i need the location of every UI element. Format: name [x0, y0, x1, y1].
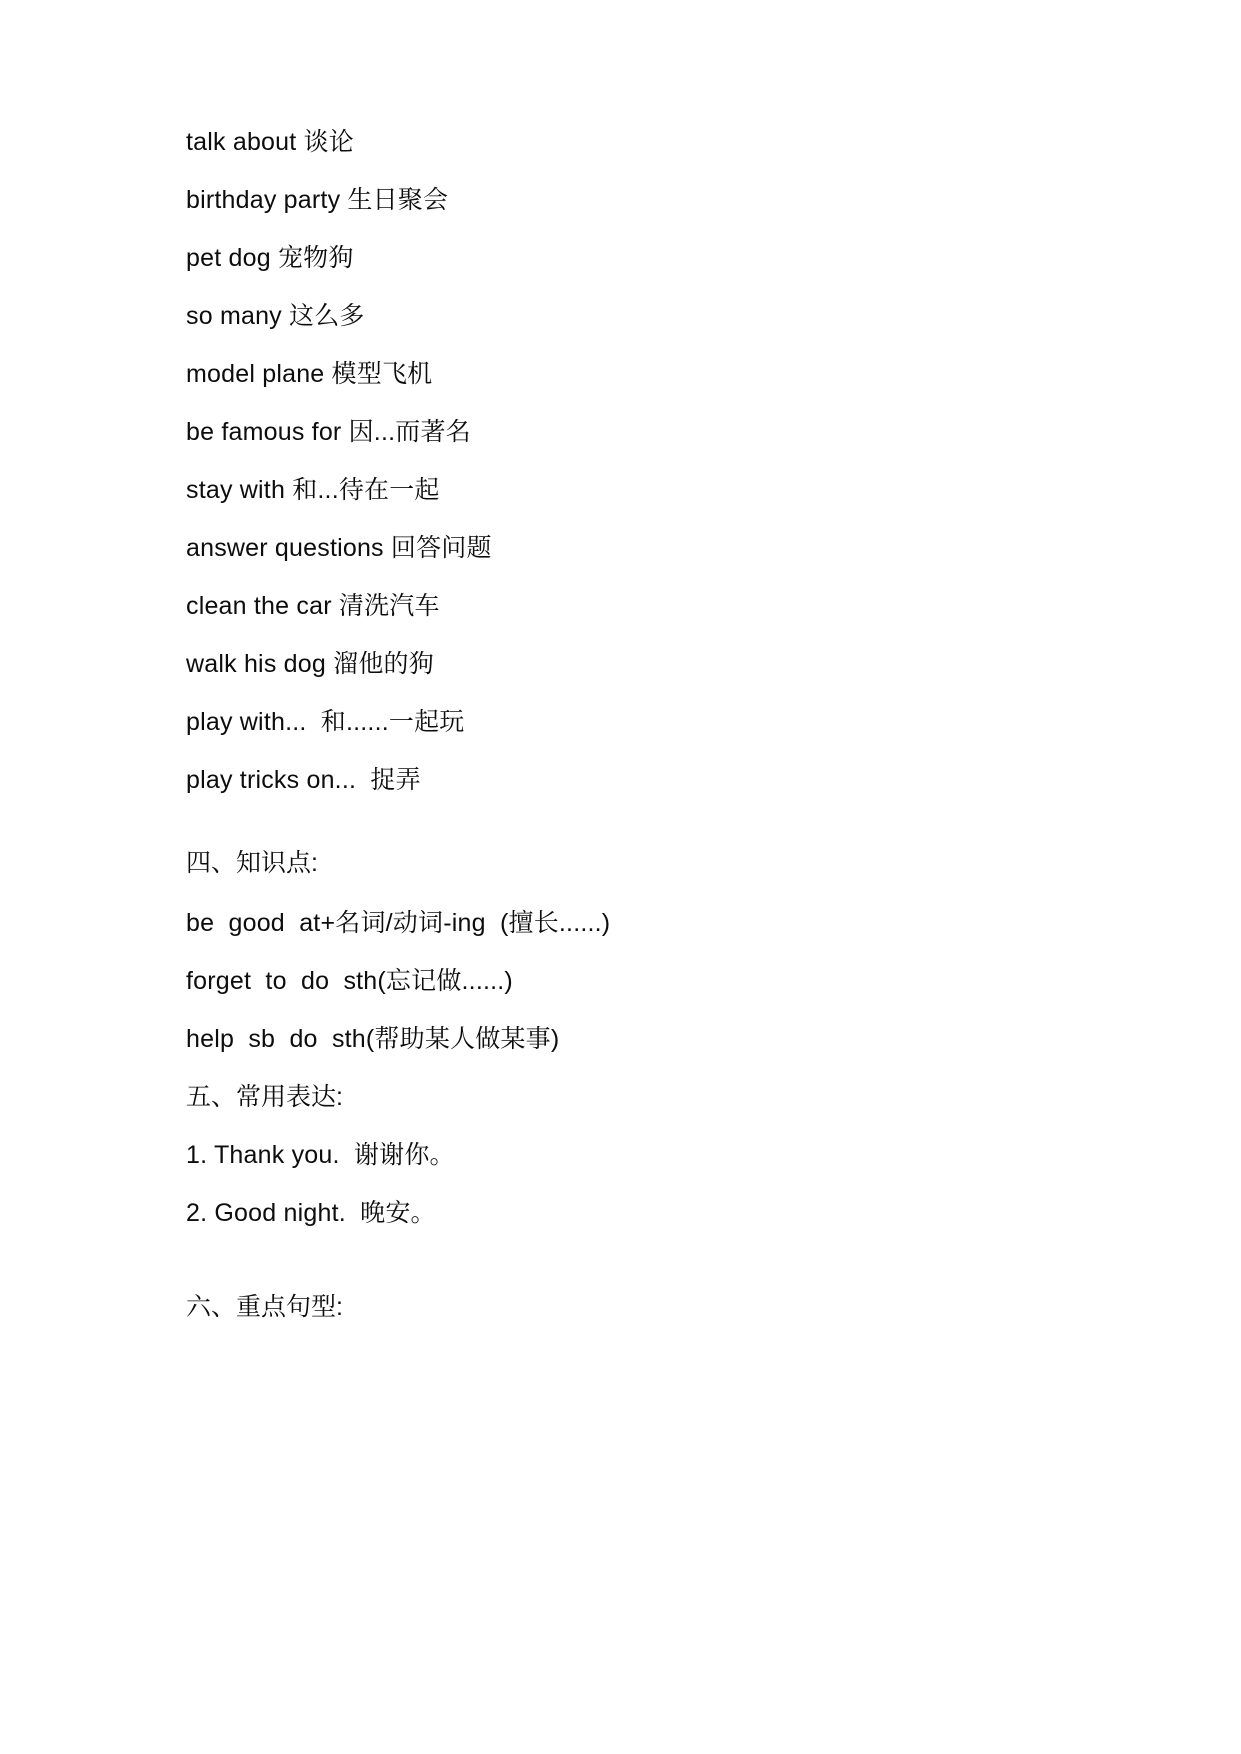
vocabulary-item: play tricks on... 捉弄 [186, 766, 421, 794]
vocabulary-list [186, 130, 1091, 793]
sentence-patterns-section [186, 1295, 1091, 1320]
vocabulary-item: talk about 谈论 [186, 128, 354, 156]
vocabulary-item: so many 这么多 [186, 302, 365, 330]
expression-item: 2. Good night. 晚安。 [186, 1199, 436, 1227]
expressions-section-heading: 五、常用表达: [186, 1083, 343, 1111]
knowledge-section [186, 851, 1091, 1052]
vocabulary-item: be famous for 因...而著名 [186, 418, 471, 446]
vocabulary-item: answer questions 回答问题 [186, 534, 492, 562]
knowledge-section-heading: 四、知识点: [186, 849, 318, 877]
vocabulary-item: model plane 模型飞机 [186, 360, 433, 388]
section-spacer [186, 793, 1091, 851]
vocabulary-item: pet dog 宠物狗 [186, 244, 354, 272]
knowledge-item: be good at+名词/动词-ing (擅长......) [186, 909, 611, 937]
section-spacer [186, 1259, 1091, 1295]
vocabulary-item: stay with 和...待在一起 [186, 476, 440, 504]
vocabulary-item: play with... 和......一起玩 [186, 708, 465, 736]
expressions-section [186, 1085, 1091, 1226]
sentence-patterns-heading: 六、重点句型: [186, 1293, 343, 1321]
knowledge-item: help sb do sth(帮助某人做某事) [186, 1025, 560, 1053]
vocabulary-item: birthday party 生日聚会 [186, 186, 449, 214]
vocabulary-item: clean the car 清洗汽车 [186, 592, 440, 620]
knowledge-item: forget to do sth(忘记做......) [186, 967, 513, 995]
vocabulary-item: walk his dog 溜他的狗 [186, 650, 434, 678]
expression-item: 1. Thank you. 谢谢你。 [186, 1141, 455, 1169]
